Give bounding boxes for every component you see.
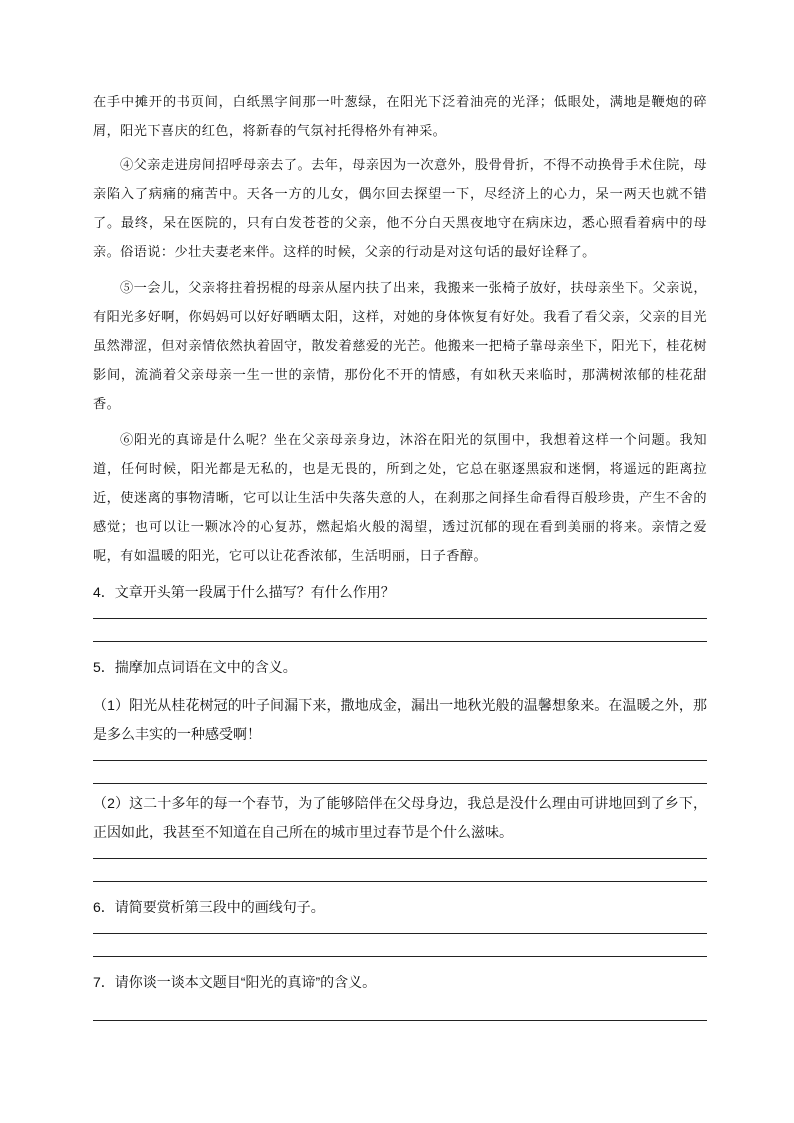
question-7-text: 7．请你谈一谈本文题目“阳光的真谛”的含义。 <box>93 974 377 990</box>
paragraph-6: ⑥阳光的真谛是什么呢？坐在父亲母亲身边，沐浴在阳光的氛围中，我想着这样一个问题。我知道，任何时候，阳光都是无私的，也是无畏的，所到之处，它总在驱逐黑寂和迷惘，将遥远的距离拉近，使迷离的事物清晰，它可以让生活中失落失意的人，在刹那之间择生命看得百般珍贵，产生不舍的感觉；也可以让一颗冰冷的心复苏，燃起焰火般的渴望，透过沉郁的现在看到美丽的将来。亲情之爱呢，有如温暖的阳光，它可以让花香浓郁，生活明丽，日子香醇。 <box>93 433 707 564</box>
question-6-text: 6．请简要赏析第三段中的画线句子。 <box>93 899 325 915</box>
answer-line <box>93 1020 707 1021</box>
reading-passage <box>93 88 707 571</box>
paragraph-4: ④父亲走进房间招呼母亲去了。去年，母亲因为一次意外，股骨骨折，不得不动换骨手术住院，母亲陷入了病痛的痛苦中。天各一方的儿女，偶尔回去探望一下，尽经济上的心力，呆一两天也就不错了。最终，呆在医院的，只有白发苍苍的父亲，他不分白天黑夜地守在病床边，悉心照看着病中的母亲。俗语说：少壮夫妻老来伴。这样的时候，父亲的行动是对这句话的最好诠释了。 <box>93 158 707 260</box>
paragraph-5: ⑤一会儿，父亲将拄着拐棍的母亲从屋内扶了出来，我搬来一张椅子放好，扶母亲坐下。父亲说，有阳光多好啊，你妈妈可以好好晒晒太阳，这样，对她的身体恢复有好处。我看了看父亲，父亲的目光虽然滞涩，但对亲情依然执着固守，散发着慈爱的光芒。他搬来一把椅子靠母亲坐下，阳光下，桂花树影间，流淌着父亲母亲一生一世的亲情，那份化不开的情感，有如秋天来临时，那满树浓郁的桂花甜香。 <box>93 281 707 412</box>
question-5-1-text: （1）阳光从桂花树冠的叶子间漏下来，撒地成金，漏出一地秋光般的温馨想象来。在温暖之外，那是多么丰实的一种感受啊！ <box>93 697 707 742</box>
question-5-text: 5．揣摩加点词语在文中的含义。 <box>93 659 297 675</box>
question-4 <box>93 578 707 642</box>
question-5 <box>93 653 707 882</box>
question-5-2-text: （2）这二十多年的每一个春节，为了能够陪伴在父母身边，我总是没什么理由可讲地回到了乡下，正因如此，我甚至不知道在自己所在的城市里过春节是个什么滋味。 <box>93 795 707 840</box>
question-6 <box>93 893 707 957</box>
question-7 <box>93 968 707 1021</box>
page-content <box>93 88 707 1021</box>
paragraph-continued: 在手中摊开的书页间，白纸黑字间那一叶葱绿，在阳光下泛着油亮的光泽；低眼处，满地是鞭炮的碎屑，阳光下喜庆的红色，将新春的气氛衬托得格外有神采。 <box>93 95 707 139</box>
question-4-text: 4．文章开头第一段属于什么描写？有什么作用？ <box>93 584 395 600</box>
